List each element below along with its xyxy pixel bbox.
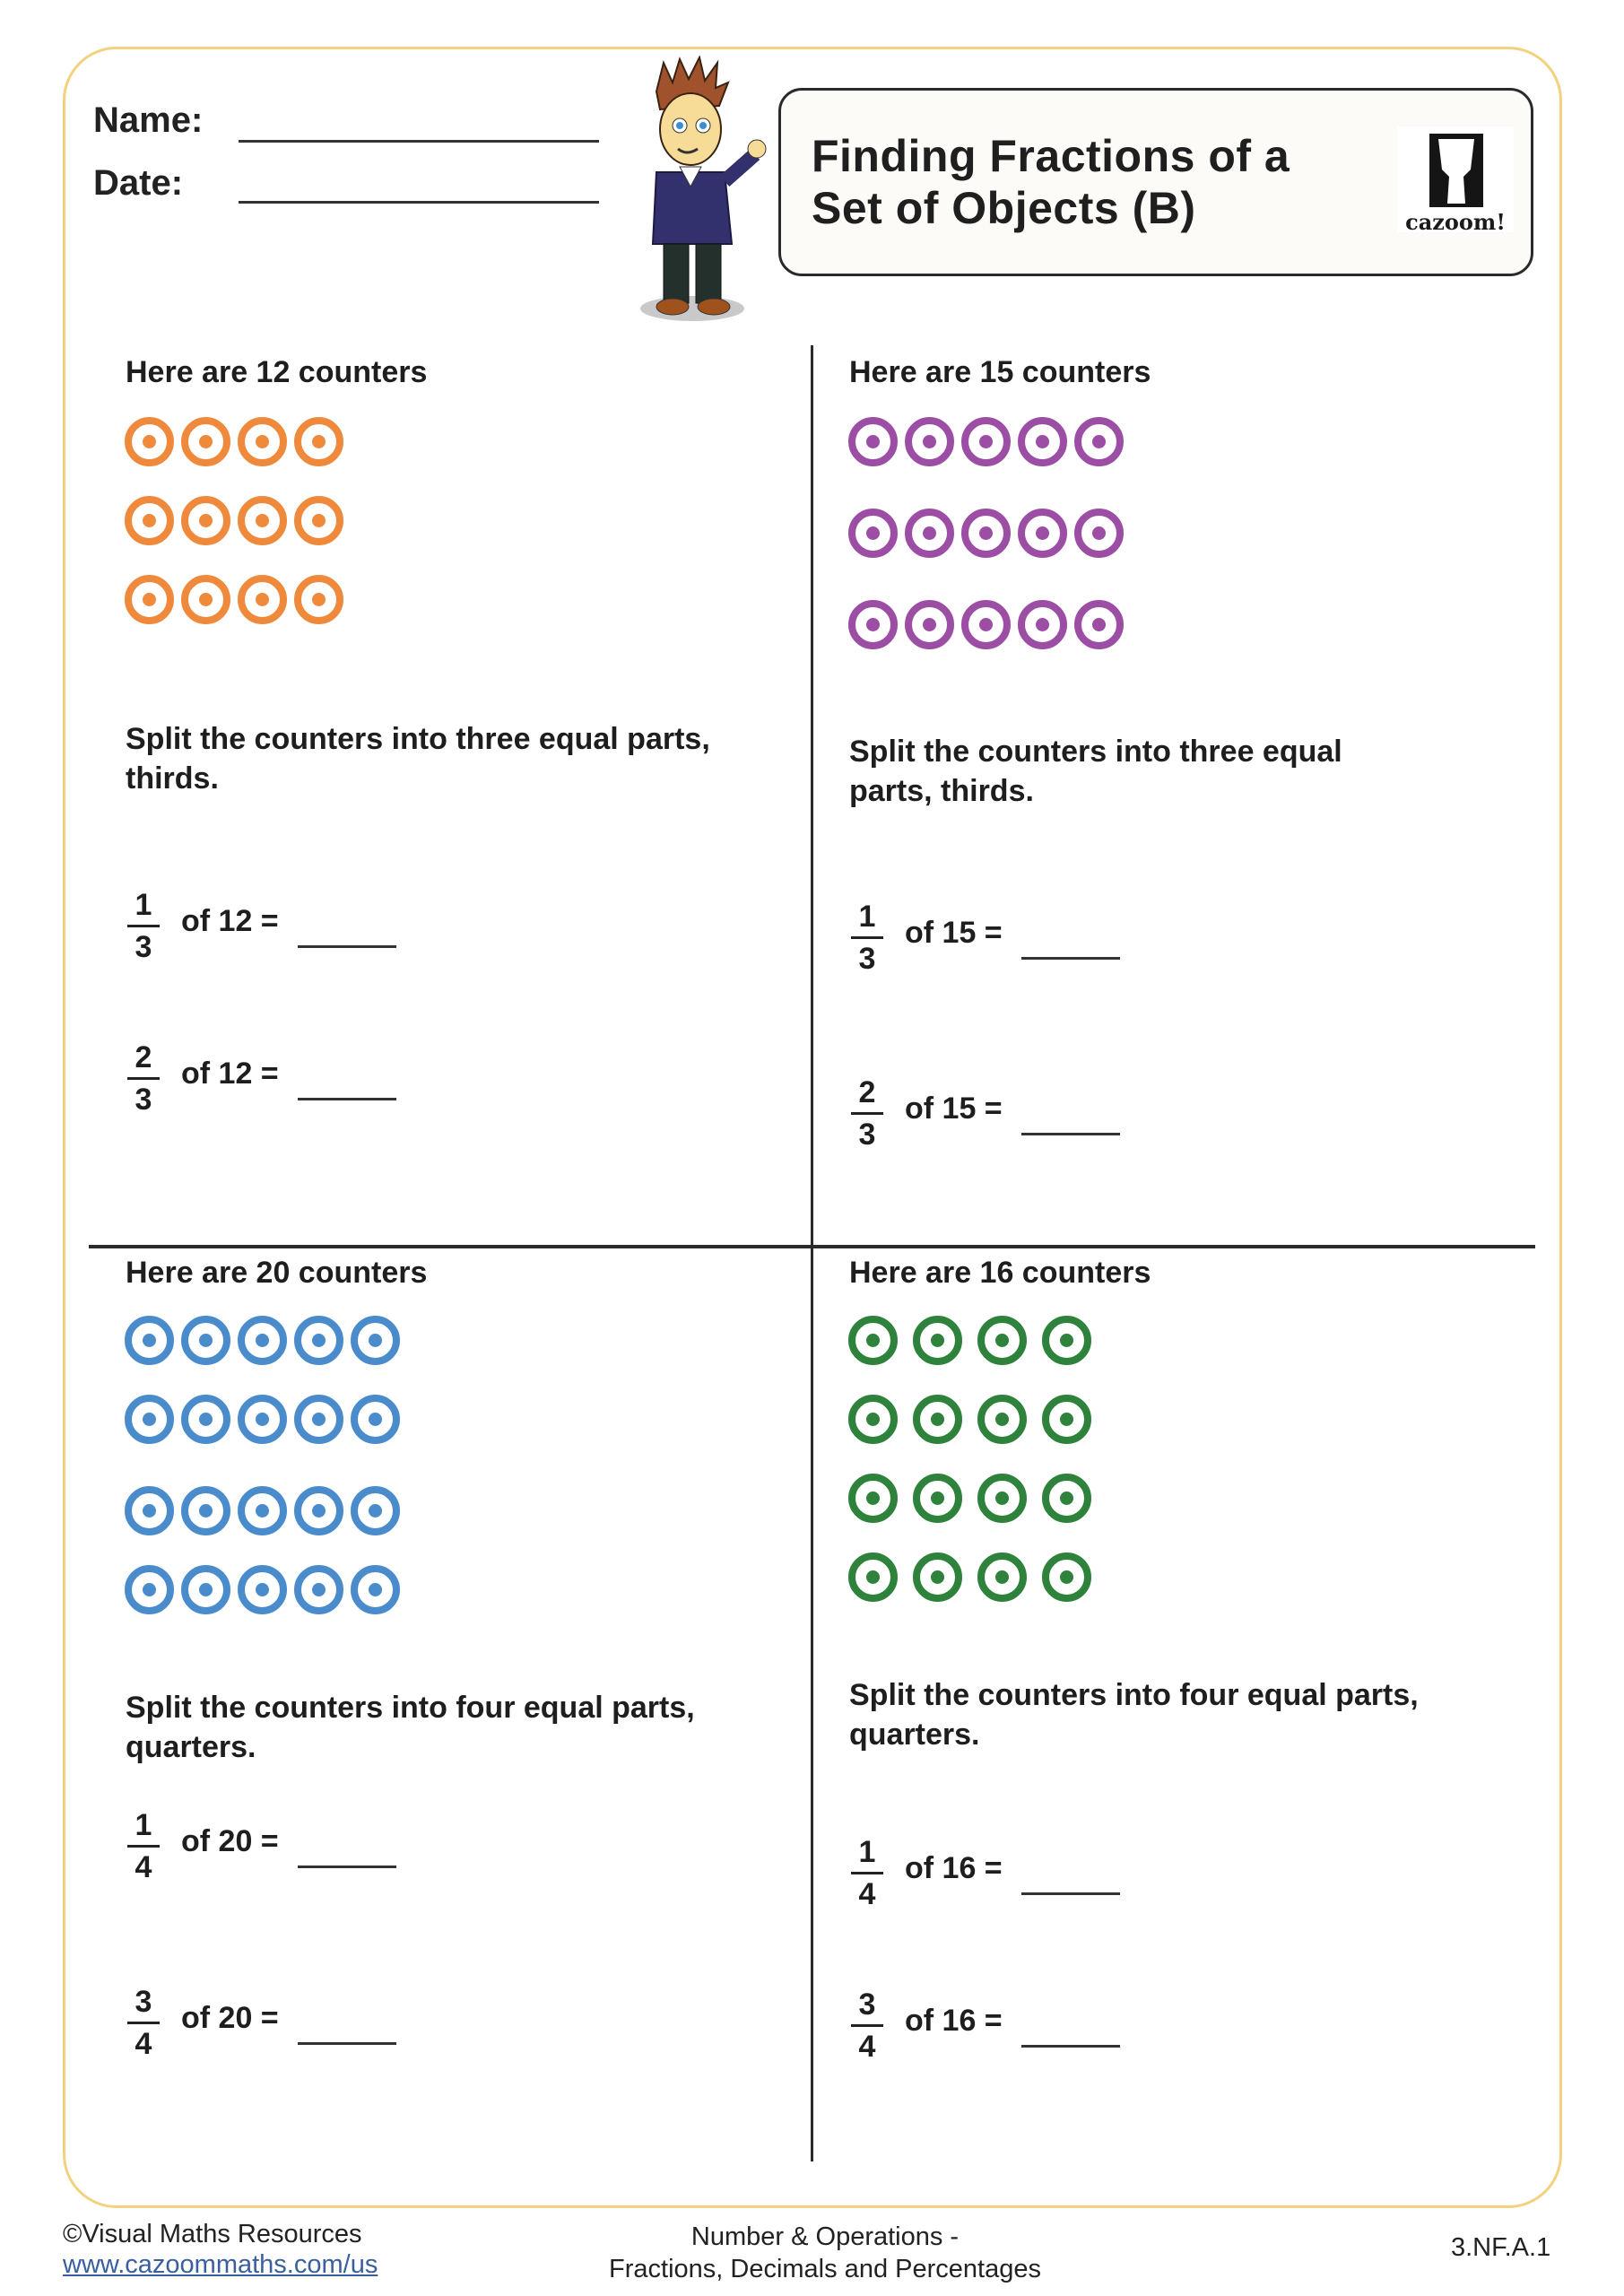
counter-row [125, 417, 343, 466]
website-link[interactable]: www.cazoommaths.com/us [63, 2250, 378, 2279]
date-field[interactable] [239, 201, 599, 204]
counter-icon [977, 1552, 1027, 1602]
counter-icon [125, 496, 174, 545]
answer-blank[interactable] [1021, 1892, 1120, 1895]
counter-icon [977, 1316, 1027, 1365]
counter-row [125, 496, 343, 545]
numerator: 3 [135, 1985, 152, 2019]
counter-icon [848, 509, 898, 558]
answer-blank[interactable] [298, 1866, 396, 1868]
numerator: 2 [135, 1040, 152, 1074]
counter-icon [351, 1565, 400, 1614]
footer-credits [63, 2219, 378, 2280]
title-line-2: Set of Objects (B) [812, 183, 1196, 233]
counter-row [125, 1486, 400, 1535]
counter-row [848, 417, 1124, 466]
counter-icon [125, 575, 174, 624]
date-label: Date: [93, 163, 184, 203]
denominator: 4 [858, 2030, 876, 2064]
counter-icon [238, 417, 287, 466]
counter-icon [1018, 600, 1067, 649]
denominator: 3 [135, 930, 152, 964]
counter-icon [1074, 600, 1124, 649]
counter-icon [181, 1316, 230, 1365]
instruction-line: parts, thirds. [849, 774, 1034, 808]
counter-icon [294, 1395, 343, 1444]
instruction-line: Split the counters into four equal parts, [126, 1691, 695, 1725]
denominator: 4 [135, 2027, 152, 2061]
counter-icon [913, 1395, 962, 1444]
instruction-line: Split the counters into three equal [849, 735, 1342, 769]
fraction [849, 1075, 885, 1152]
counter-icon [125, 1565, 174, 1614]
name-field[interactable] [239, 140, 599, 143]
numerator: 1 [858, 900, 876, 934]
horizontal-divider [89, 1245, 1535, 1248]
fraction [126, 888, 161, 964]
counter-icon [1018, 509, 1067, 558]
numerator: 2 [858, 1075, 876, 1109]
numerator: 1 [135, 888, 152, 922]
footer-topic [556, 2221, 1094, 2285]
question-text: of 20 = [181, 1824, 279, 1858]
counter-icon [1074, 509, 1124, 558]
counter-icon [848, 1552, 898, 1602]
topic-line-2: Fractions, Decimals and Percentages [609, 2255, 1041, 2283]
answer-blank[interactable] [298, 1098, 396, 1100]
counter-icon [977, 1474, 1027, 1523]
question-text: of 16 = [905, 1851, 1003, 1885]
fraction-bar [127, 1845, 160, 1848]
instruction-text [849, 732, 1342, 811]
counter-row [848, 1474, 1091, 1523]
counter-icon [181, 1395, 230, 1444]
counter-row [125, 1565, 400, 1614]
quadrant-heading: Here are 15 counters [849, 355, 1151, 389]
instruction-text [849, 1675, 1419, 1754]
counter-icon [125, 1316, 174, 1365]
fraction [849, 1987, 885, 2064]
fraction-bar [127, 1077, 160, 1080]
counter-icon [1074, 417, 1124, 466]
instruction-line: quarters. [849, 1718, 980, 1752]
counter-icon [913, 1474, 962, 1523]
counter-icon [294, 1565, 343, 1614]
numerator: 3 [858, 1987, 876, 2022]
title-line-1: Finding Fractions of a [812, 131, 1290, 181]
counter-icon [294, 496, 343, 545]
counter-icon [913, 1552, 962, 1602]
vertical-divider [811, 345, 813, 2161]
counter-icon [294, 1486, 343, 1535]
counter-icon [905, 417, 954, 466]
numerator: 1 [135, 1808, 152, 1842]
counter-icon [238, 1486, 287, 1535]
counter-icon [848, 1474, 898, 1523]
topic-line-1: Number & Operations - [690, 2222, 960, 2251]
question-text: of 15 = [905, 1091, 1003, 1126]
counter-icon [351, 1316, 400, 1365]
counter-row [848, 600, 1124, 649]
counter-row [848, 1552, 1091, 1602]
counter-icon [1018, 417, 1067, 466]
counter-icon [238, 496, 287, 545]
quadrant-heading: Here are 12 counters [126, 355, 428, 389]
standard-code: 3.NF.A.1 [1451, 2233, 1551, 2262]
question-text: of 12 = [181, 904, 279, 938]
counter-row [848, 1395, 1091, 1444]
denominator: 4 [135, 1850, 152, 1884]
instruction-line: Split the counters into three equal parts, [126, 722, 710, 756]
counter-icon [294, 575, 343, 624]
counter-icon [351, 1395, 400, 1444]
quadrant-heading: Here are 16 counters [849, 1256, 1151, 1290]
quadrant-heading: Here are 20 counters [126, 1256, 428, 1290]
fraction [126, 1040, 161, 1117]
fraction [849, 900, 885, 976]
fraction-bar [851, 1872, 883, 1874]
counter-icon [848, 1395, 898, 1444]
numerator: 1 [858, 1835, 876, 1869]
instruction-line: quarters. [126, 1730, 256, 1764]
counter-icon [1042, 1552, 1091, 1602]
denominator: 4 [858, 1877, 876, 1911]
question-text: of 16 = [905, 2004, 1003, 2038]
counter-row [848, 509, 1124, 558]
cazoom-logo [1397, 126, 1514, 235]
counter-icon [961, 600, 1011, 649]
title-box [778, 88, 1533, 276]
logo-text: cazoom! [1405, 209, 1506, 235]
fraction-bar [127, 925, 160, 927]
fraction [126, 1985, 161, 2061]
counter-icon [125, 1486, 174, 1535]
counter-row [848, 1316, 1091, 1365]
answer-blank[interactable] [1021, 2045, 1120, 2048]
denominator: 3 [858, 942, 876, 976]
mascot-boy-icon [621, 56, 769, 325]
counter-icon [238, 1316, 287, 1365]
counter-icon [961, 417, 1011, 466]
counter-icon [351, 1486, 400, 1535]
counter-icon [238, 575, 287, 624]
copyright-text: ©Visual Maths Resources [63, 2220, 362, 2248]
answer-blank[interactable] [1021, 1133, 1120, 1135]
answer-blank[interactable] [298, 2042, 396, 2045]
fraction-bar [127, 2022, 160, 2024]
counter-icon [905, 509, 954, 558]
counter-icon [181, 1486, 230, 1535]
counter-icon [238, 1395, 287, 1444]
instruction-line: thirds. [126, 761, 219, 796]
counter-icon [181, 496, 230, 545]
counter-icon [961, 509, 1011, 558]
counter-row [125, 1316, 400, 1365]
counter-icon [294, 1316, 343, 1365]
counter-icon [181, 417, 230, 466]
counter-icon [848, 600, 898, 649]
answer-blank[interactable] [298, 945, 396, 948]
question-text: of 15 = [905, 916, 1003, 950]
instruction-line: Split the counters into four equal parts, [849, 1678, 1419, 1712]
counter-icon [294, 417, 343, 466]
answer-blank[interactable] [1021, 957, 1120, 960]
counter-icon [181, 575, 230, 624]
question-text: of 20 = [181, 2001, 279, 2035]
counter-icon [848, 417, 898, 466]
counter-row [125, 1395, 400, 1444]
counter-icon [181, 1565, 230, 1614]
drum-icon [1429, 134, 1483, 207]
denominator: 3 [858, 1118, 876, 1152]
name-label: Name: [93, 100, 204, 140]
counter-icon [125, 417, 174, 466]
counter-icon [1042, 1395, 1091, 1444]
counter-row [125, 575, 343, 624]
counter-icon [848, 1316, 898, 1365]
fraction [126, 1808, 161, 1884]
fraction-bar [851, 936, 883, 939]
counter-icon [238, 1565, 287, 1614]
page-title [812, 130, 1290, 234]
counter-icon [977, 1395, 1027, 1444]
fraction-bar [851, 1112, 883, 1115]
fraction-bar [851, 2024, 883, 2027]
counter-icon [1042, 1474, 1091, 1523]
counter-icon [1042, 1316, 1091, 1365]
counter-icon [913, 1316, 962, 1365]
instruction-text [126, 1688, 695, 1767]
instruction-text [126, 719, 710, 798]
counter-icon [905, 600, 954, 649]
denominator: 3 [135, 1083, 152, 1117]
fraction [849, 1835, 885, 1911]
question-text: of 12 = [181, 1057, 279, 1091]
counter-icon [125, 1395, 174, 1444]
